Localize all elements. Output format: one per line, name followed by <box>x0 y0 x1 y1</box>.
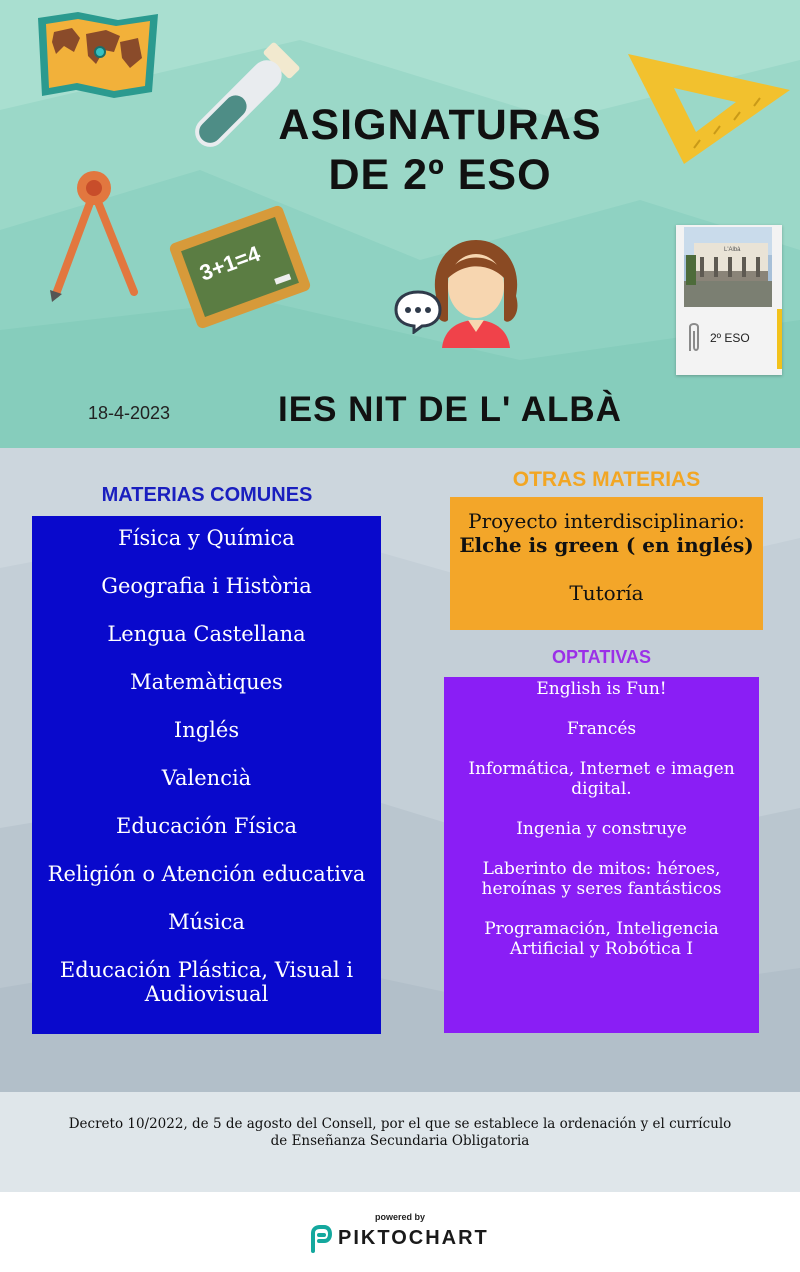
list-item: Programación, Inteligencia Artificial y Robótica I <box>484 919 719 959</box>
list-item: Valencià <box>161 766 252 790</box>
piktochart-wordmark: PIKTOCHART <box>338 1227 489 1249</box>
list-item: Lengua Castellana <box>107 622 306 646</box>
optativas-list <box>444 677 759 959</box>
chalkboard-text: 3+1=4 <box>196 240 264 286</box>
proyecto-title: Elche is green ( en inglés) <box>459 533 754 557</box>
piktochart-logo-icon <box>310 1225 332 1253</box>
otras-materias-box <box>450 497 763 630</box>
header-banner <box>0 0 800 448</box>
subjects-section <box>0 448 800 1092</box>
materias-comunes-list <box>32 516 381 1006</box>
decreto-text: Decreto 10/2022, de 5 de agosto del Consell, por el que se establece la ordenación y el currículo de Enseñanza Secundaria Obligatoria <box>68 1116 732 1149</box>
date-label: 18-4-2023 <box>88 403 171 423</box>
list-item: Informática, Internet e imagen digital. <box>468 759 735 799</box>
otras-materias-heading: OTRAS MATERIAS <box>512 468 701 491</box>
map-icon <box>34 12 162 98</box>
proyecto-label: Proyecto interdisciplinario: <box>468 509 745 533</box>
list-item: English is Fun! <box>536 679 667 699</box>
materias-comunes-box <box>32 516 381 1034</box>
list-item: Ingenia y construye <box>516 819 687 839</box>
page-title-line-2: DE 2º ESO <box>328 151 552 199</box>
brand-footer <box>0 1192 800 1272</box>
school-name: IES NIT DE L' ALBÀ <box>278 390 622 429</box>
list-item: Inglés <box>173 718 240 742</box>
tutoria-label: Tutoría <box>569 581 644 605</box>
photo-card-strip <box>777 309 782 369</box>
school-photo <box>684 227 772 307</box>
photo-label: 2º ESO <box>710 331 750 345</box>
speech-bubble-icon <box>392 290 446 334</box>
list-item: Física y Química <box>118 526 295 550</box>
optativas-box <box>444 677 759 1033</box>
list-item: Religión o Atención educativa <box>47 862 366 886</box>
list-item: Matemàtiques <box>130 670 283 694</box>
compass-icon <box>42 168 152 303</box>
powered-by-label: powered by <box>374 1212 425 1222</box>
photo-sign-text: L'Albà <box>724 247 741 253</box>
materias-comunes-heading: MATERIAS COMUNES <box>101 484 313 506</box>
list-item: Francés <box>566 719 637 739</box>
decreto-section <box>0 1092 800 1192</box>
list-item: Educación Plástica, Visual i Audiovisual <box>59 958 354 1006</box>
paperclip-icon <box>684 321 704 355</box>
piktochart-logo[interactable] <box>310 1225 490 1253</box>
page-title-line-1: ASIGNATURAS <box>278 101 602 149</box>
optativas-heading: OPTATIVAS <box>552 647 651 667</box>
list-item: Educación Física <box>116 814 297 838</box>
list-item: Laberinto de mitos: héroes, heroínas y seres fantásticos <box>481 859 722 899</box>
list-item: Música <box>168 910 245 934</box>
list-item: Geografia i Història <box>101 574 312 598</box>
school-photo-card <box>676 225 782 375</box>
